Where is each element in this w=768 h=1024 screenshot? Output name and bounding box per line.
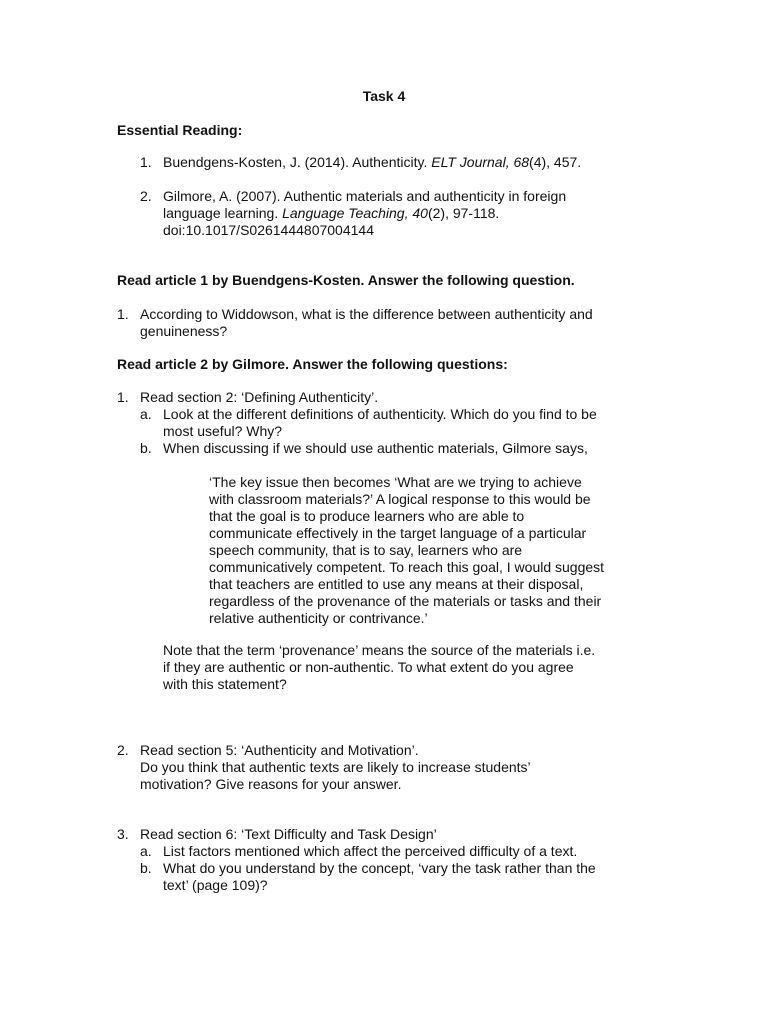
article-2-q3a-line-1: List factors mentioned which affect the perceived difficulty of a text. (163, 843, 578, 859)
article-2-q2-line-3: motivation? Give reasons for your answer. (140, 776, 402, 792)
article-1-q1-line-1: According to Widdowson, what is the difference between authenticity and (140, 306, 593, 322)
quote-line: speech community, that is to say, learners who are (209, 542, 523, 558)
article-2-q3b-line-1: What do you understand by the concept, ‘vary the task rather than the (163, 860, 596, 876)
article-2-q3b-letter: b. (140, 860, 152, 876)
ref-2-line-2 (163, 205, 499, 222)
ref-2-line-1: Gilmore, A. (2007). Authentic materials and authenticity in foreign (163, 188, 567, 204)
ref-1-journal: ELT Journal, 68 (431, 154, 530, 170)
quote-line: communicatively competent. To reach this goal, I would suggest (209, 559, 605, 575)
article-2-q3a-letter: a. (140, 843, 152, 859)
ref-1-rest: (4), 457. (529, 154, 582, 170)
essential-reading-heading: Essential Reading: (117, 122, 243, 138)
article-1-heading: Read article 1 by Buendgens-Kosten. Answer the following question. (117, 272, 575, 288)
note-line: Note that the term ‘provenance’ means the source of the materials i.e. (163, 642, 596, 658)
article-2-q2-number: 2. (117, 742, 129, 758)
article-2-q1-number: 1. (117, 389, 129, 405)
ref-1-authors: Buendgens-Kosten, J. (2014). Authenticity. (163, 154, 432, 170)
quote-line: with classroom materials?’ A logical response to this would be (209, 491, 591, 507)
quote-line: ‘The key issue then becomes ‘What are we trying to achieve (209, 474, 582, 490)
article-2-q3-number: 3. (117, 826, 129, 842)
article-2-q3-line-1: Read section 6: ‘Text Difficulty and Task Design’ (140, 826, 437, 842)
ref-1-number: 1. (140, 154, 152, 170)
ref-2-number: 2. (140, 188, 152, 204)
article-2-q3b-line-2: text’ (page 109)? (163, 877, 268, 893)
article-2-q2-line-2: Do you think that authentic texts are likely to increase students’ (140, 759, 531, 775)
page-title: Task 4 (362, 88, 406, 104)
quote-line: relative authenticity or contrivance.’ (209, 610, 428, 626)
quote-line: communicate effectively in the target language of a particular (209, 525, 587, 541)
quote-line: that teachers are entitled to use any means at their disposal, (209, 576, 584, 592)
ref-2-journal: Language Teaching, 40 (282, 205, 428, 221)
ref-1-citation (163, 154, 581, 171)
ref-2-post: (2), 97-118. (427, 205, 500, 221)
article-2-q2-line-1: Read section 5: ‘Authenticity and Motivation’. (140, 742, 419, 758)
article-2-q1-text: Read section 2: ‘Defining Authenticity’. (140, 389, 379, 405)
article-1-q1-number: 1. (117, 306, 129, 322)
quote-line: that the goal is to produce learners who are able to (209, 508, 525, 524)
ref-2-doi: doi:10.1017/S0261444807004144 (163, 222, 374, 238)
article-2-q1a-line-2: most useful? Why? (163, 423, 283, 439)
article-2-q1b-line-1: When discussing if we should use authentic materials, Gilmore says, (163, 440, 588, 456)
article-1-q1-line-2: genuineness? (140, 323, 228, 339)
ref-2-pre: language learning. (163, 205, 283, 221)
note-line: with this statement? (163, 676, 287, 692)
quote-line: regardless of the provenance of the materials or tasks and their (209, 593, 602, 609)
article-2-heading: Read article 2 by Gilmore. Answer the following questions: (117, 356, 508, 372)
article-2-q1b-letter: b. (140, 440, 152, 456)
note-line: if they are authentic or non-authentic. To what extent do you agree (163, 659, 574, 675)
article-2-q1a-letter: a. (140, 406, 152, 422)
article-2-q1a-line-1: Look at the different definitions of authenticity. Which do you find to be (163, 406, 597, 422)
